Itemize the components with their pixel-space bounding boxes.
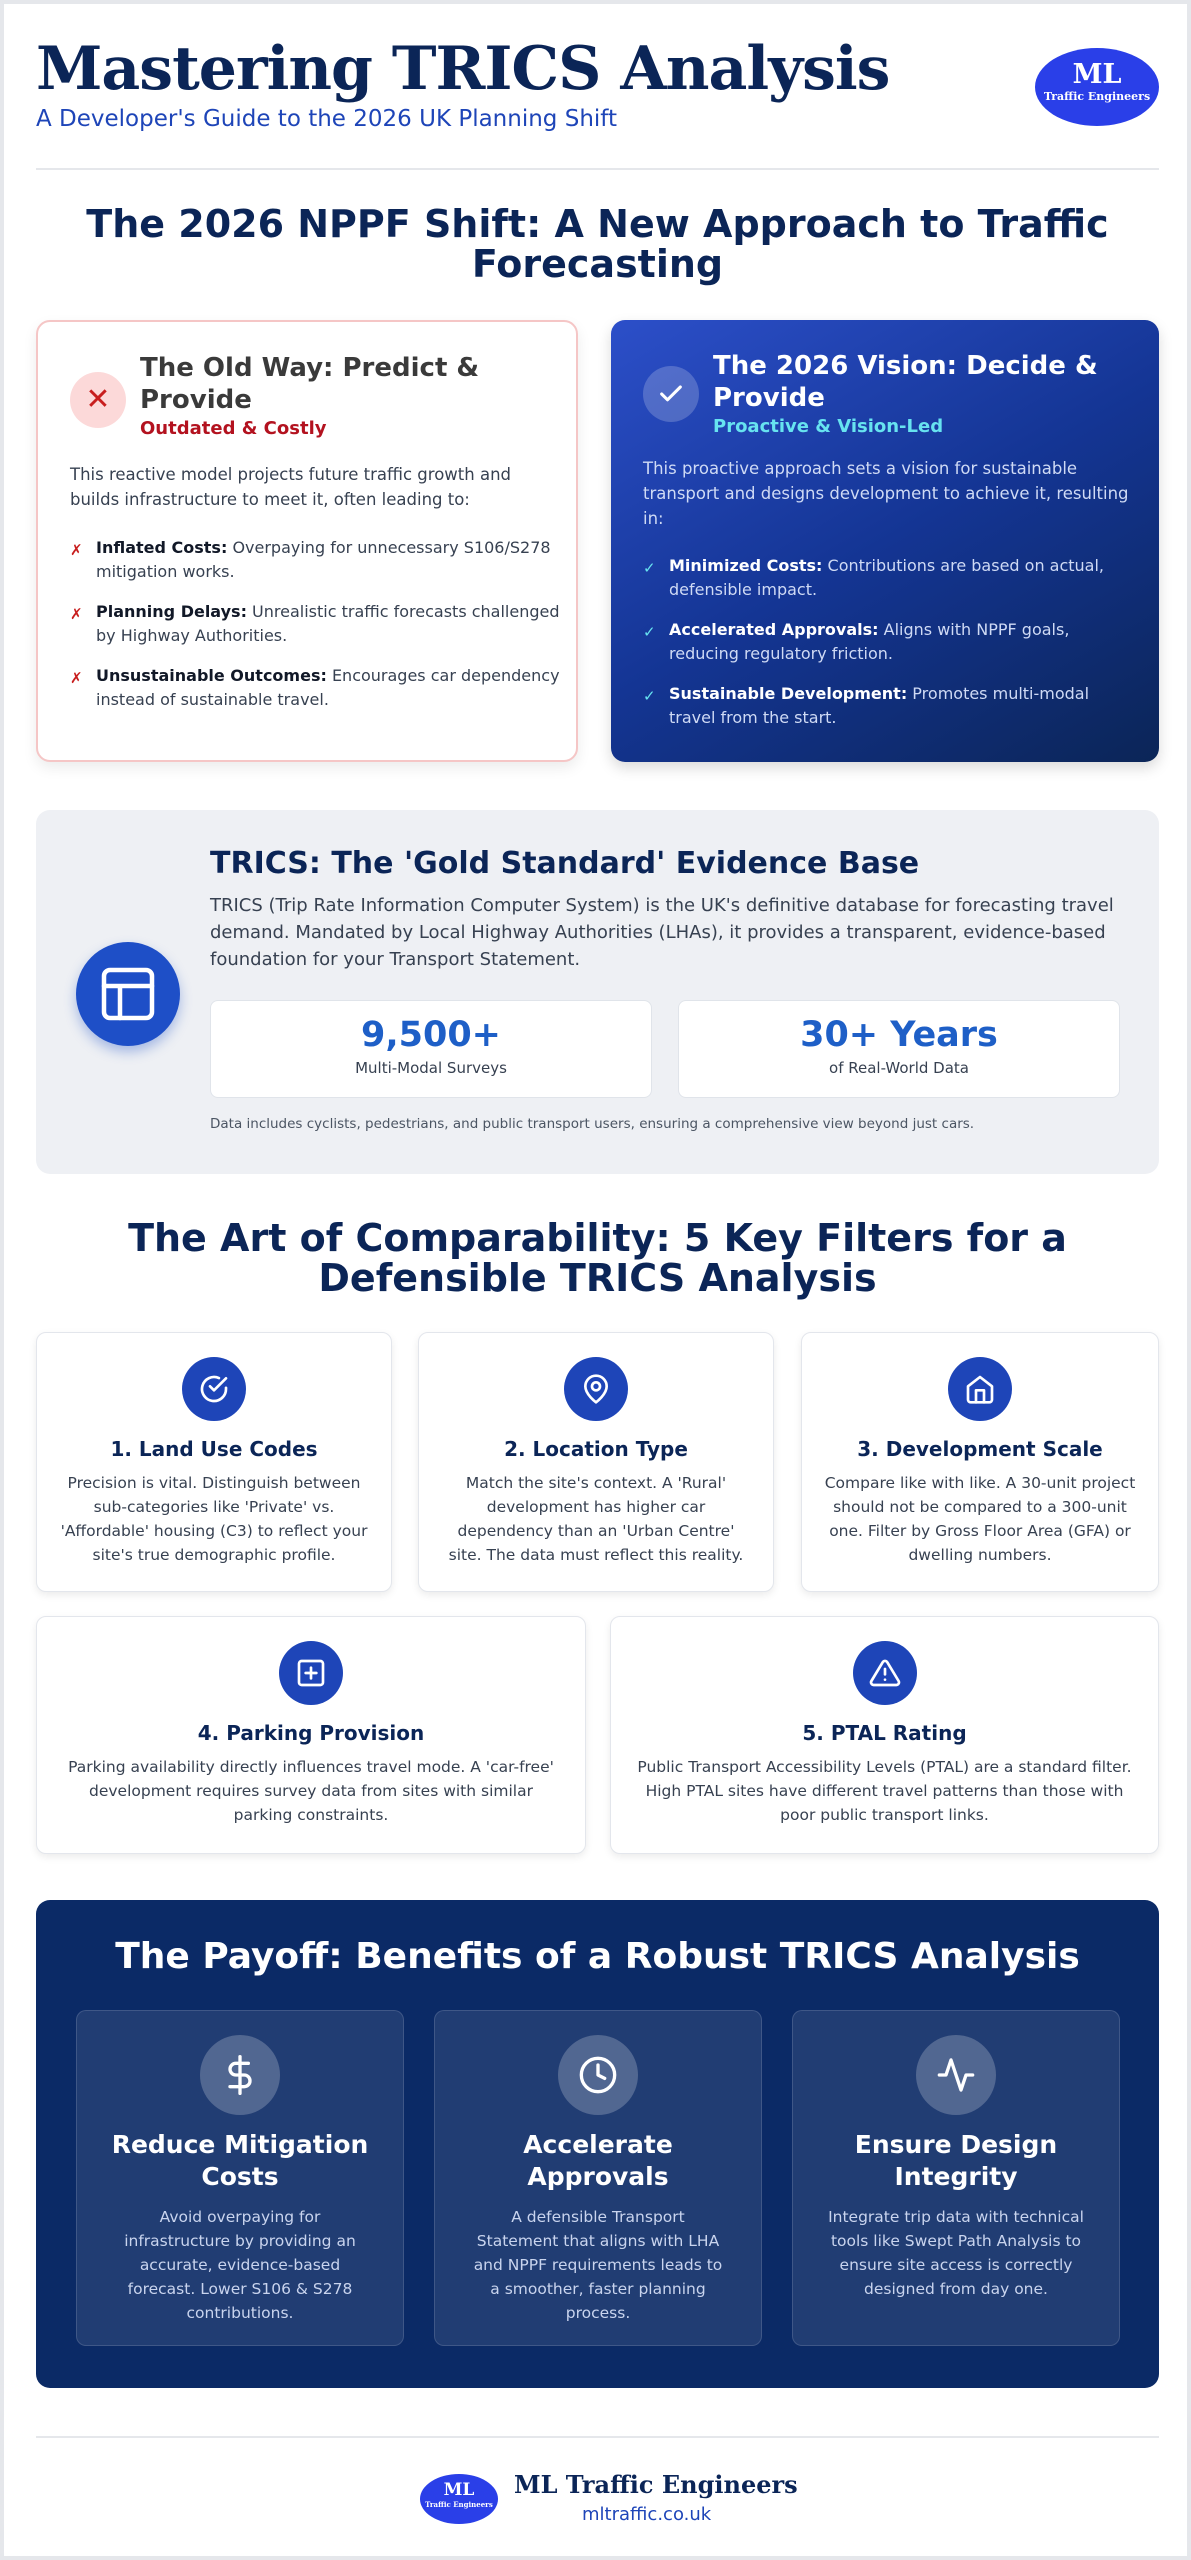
old-way-list (70, 536, 560, 728)
filter-card-parking (36, 1616, 586, 1854)
page-subtitle: A Developer's Guide to the 2026 UK Planning Shift (36, 106, 617, 132)
header (36, 26, 1159, 170)
filter-title: 5. PTAL Rating (802, 1721, 967, 1745)
new-vision-list (643, 554, 1133, 746)
check-circle-icon (182, 1357, 246, 1421)
activity-icon (916, 2035, 996, 2115)
trics-description: TRICS (Trip Rate Information Computer System) is the UK's definitive database for forecasting travel demand. Mandated by Local Highway Authorities (LHAs), it provides a transparent, evidence-based foundation for your Transport Statement. (210, 895, 1114, 970)
list-item: ✗ Unsustainable Outcomes: Encourages car dependency instead of sustainable travel. (70, 666, 560, 709)
benefit-description: A defensible Transport Statement that aligns with LHA and NPPF requirements leads to a smoother, faster planning process. (473, 2208, 723, 2322)
list-item: ✓ Minimized Costs: Contributions are based on actual, defensible impact. (643, 556, 1105, 599)
stat-label: of Real-World Data (829, 1059, 969, 1077)
shift-section-title: The 2026 NPPF Shift: A New Approach to Traffic Forecasting (86, 202, 1109, 286)
filter-card-land-use (36, 1332, 392, 1592)
filter-title: 3. Development Scale (857, 1437, 1103, 1461)
shift-section-header (36, 204, 1159, 294)
benefit-title: Reduce Mitigation Costs (111, 2130, 369, 2191)
filters-section-title: The Art of Comparability: 5 Key Filters for a Defensible TRICS Analysis (128, 1216, 1067, 1300)
list-item: ✓ Sustainable Development: Promotes multi-modal travel from the start. (643, 684, 1090, 727)
filter-description: Public Transport Accessibility Levels (PTAL) are a standard filter. High PTAL sites have different travel patterns than those with poor public transport links. (637, 1758, 1132, 1824)
list-item: ✗ Planning Delays: Unrealistic traffic forecasts challenged by Highway Authorities. (70, 602, 560, 645)
list-item: ✗ Inflated Costs: Overpaying for unnecessary S106/S278 mitigation works. (70, 538, 551, 581)
home-icon (948, 1357, 1012, 1421)
benefit-card-costs (76, 2010, 404, 2346)
filters-section-header (36, 1218, 1159, 1308)
filter-description: Compare like with like. A 30-unit project should not be compared to a 300-unit one. Filter by Gross Floor Area (GFA) or dwelling numbers. (824, 1474, 1136, 1564)
logo-text-sub: Traffic Engineers (425, 2500, 493, 2509)
cross-icon: ✗ (70, 669, 83, 687)
filter-card-ptal (610, 1616, 1159, 1854)
footer-website-link[interactable]: mltraffic.co.uk (582, 2504, 712, 2525)
company-logo[interactable] (1035, 48, 1159, 126)
warning-triangle-icon (853, 1641, 917, 1705)
payoff-section (36, 1900, 1159, 2388)
filter-description: Match the site's context. A 'Rural' development has higher car dependency than an 'Urban Centre' site. The data must reflect this reality. (448, 1474, 744, 1564)
filter-card-scale (801, 1332, 1159, 1592)
benefit-card-approvals (434, 2010, 762, 2346)
list-item: ✓ Accelerated Approvals: Aligns with NPPF goals, reducing regulatory friction. (643, 620, 1070, 663)
logo-text-main: ML (443, 2480, 475, 2500)
stat-card (678, 1000, 1120, 1098)
trics-title: TRICS: The 'Gold Standard' Evidence Base (210, 846, 920, 881)
benefit-card-integrity (792, 2010, 1120, 2346)
new-vision-tag: Proactive & Vision-Led (713, 416, 944, 437)
payoff-title: The Payoff: Benefits of a Robust TRICS Analysis (115, 1936, 1080, 1977)
benefit-description: Avoid overpaying for infrastructure by providing an accurate, evidence-based forecast. Lower S106 & S278 contributions. (124, 2208, 356, 2322)
footer (36, 2436, 1159, 2538)
benefit-description: Integrate trip data with technical tools like Swept Path Analysis to ensure site access is correctly designed from day one. (828, 2208, 1084, 2298)
trics-note: Data includes cyclists, pedestrians, and public transport users, ensuring a comprehensive view beyond just cars. (210, 1116, 975, 1132)
check-icon (643, 366, 699, 422)
filter-description: Parking availability directly influences travel mode. A 'car-free' development requires survey data from sites with similar parking constraints. (68, 1758, 554, 1824)
filter-card-location (418, 1332, 774, 1592)
page-title: Mastering TRICS Analysis (36, 34, 890, 104)
filter-title: 1. Land Use Codes (110, 1437, 318, 1461)
stat-card (210, 1000, 652, 1098)
filter-description: Precision is vital. Distinguish between sub-categories like 'Private' vs. 'Affordable' housing (C3) to reflect your site's true demographic profile. (60, 1474, 368, 1564)
check-mark-icon: ✓ (643, 623, 656, 641)
dollar-icon (200, 2035, 280, 2115)
new-vision-card (611, 320, 1159, 762)
check-mark-icon: ✓ (643, 687, 656, 705)
stat-value: 30+ Years (800, 1015, 998, 1055)
old-way-intro: This reactive model projects future traffic growth and builds infrastructure to meet it, often leading to: (70, 465, 512, 509)
stat-value: 9,500+ (360, 1015, 502, 1055)
check-mark-icon: ✓ (643, 559, 656, 577)
close-icon: ✕ (70, 372, 126, 428)
logo-text-main: ML (1072, 59, 1122, 90)
footer-company-name: ML Traffic Engineers (514, 2470, 798, 2499)
infographic-page (4, 4, 1187, 2556)
new-vision-title: The 2026 Vision: Decide & Provide (713, 351, 1098, 413)
stat-label: Multi-Modal Surveys (355, 1059, 507, 1077)
logo-text-sub: Traffic Engineers (1043, 90, 1151, 103)
filter-title: 4. Parking Provision (197, 1721, 425, 1745)
parking-icon (279, 1641, 343, 1705)
layout-icon (76, 942, 180, 1046)
benefit-title: Accelerate Approvals (523, 2130, 673, 2191)
filter-title: 2. Location Type (504, 1437, 688, 1461)
cross-icon: ✗ (70, 541, 83, 559)
old-way-title: The Old Way: Predict & Provide (140, 353, 480, 415)
clock-icon (558, 2035, 638, 2115)
footer-logo[interactable] (420, 2474, 498, 2524)
cross-icon: ✗ (70, 605, 83, 623)
trics-section (36, 810, 1159, 1174)
location-pin-icon (564, 1357, 628, 1421)
new-vision-intro: This proactive approach sets a vision for sustainable transport and designs development to achieve it, resulting in: (643, 459, 1129, 528)
benefit-title: Ensure Design Integrity (854, 2130, 1058, 2191)
old-way-tag: Outdated & Costly (140, 418, 327, 439)
old-way-card (36, 320, 578, 762)
